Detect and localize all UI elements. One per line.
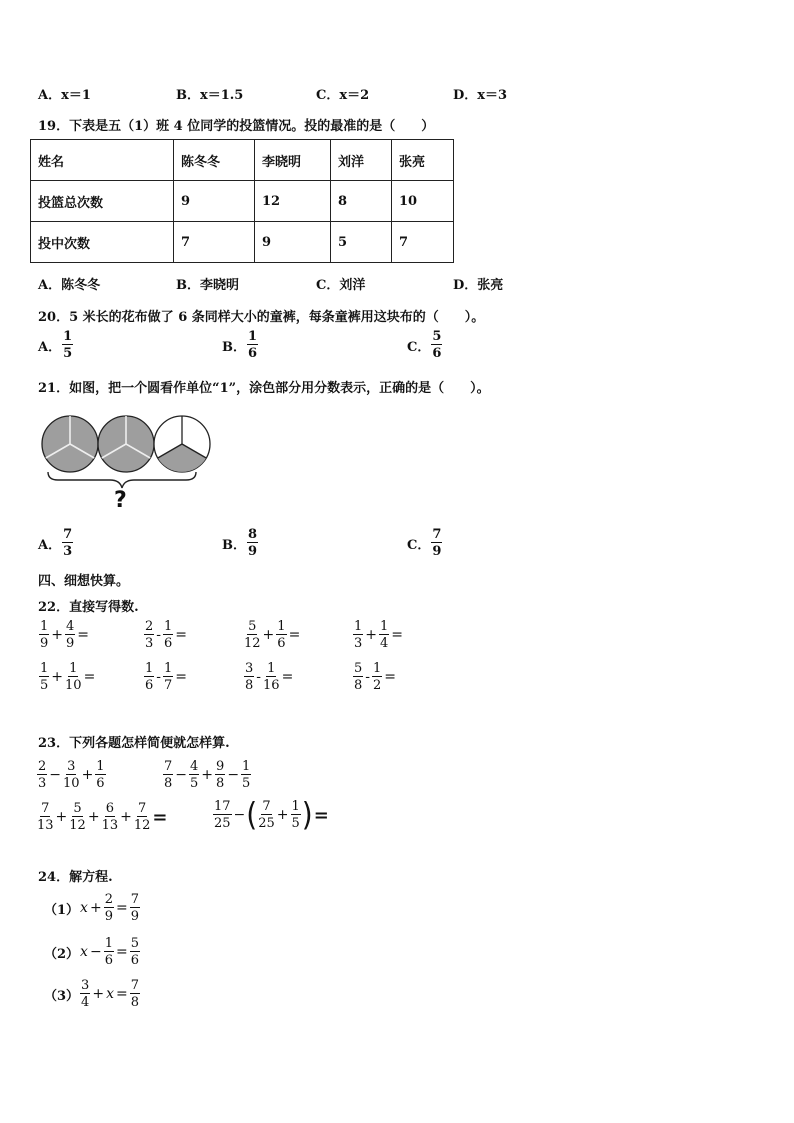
numerator: 2 bbox=[104, 892, 113, 907]
numerator: 9 bbox=[216, 759, 225, 774]
fraction bbox=[213, 800, 232, 830]
q19-table bbox=[30, 139, 454, 263]
denominator: 10 bbox=[65, 678, 82, 693]
fraction bbox=[353, 620, 363, 650]
denominator: 12 bbox=[244, 636, 261, 651]
fraction bbox=[62, 330, 73, 360]
table-cell: 投中次数 bbox=[31, 222, 174, 263]
denominator: 16 bbox=[263, 678, 280, 693]
fraction bbox=[37, 760, 47, 790]
denominator: 4 bbox=[81, 995, 90, 1010]
fraction bbox=[63, 760, 80, 790]
operator: - bbox=[156, 627, 162, 643]
denominator: 13 bbox=[37, 818, 54, 833]
open-paren: ( bbox=[246, 795, 258, 834]
option-letter: A． bbox=[38, 537, 62, 553]
fraction bbox=[431, 330, 442, 360]
table-cell: 12 bbox=[255, 181, 331, 222]
numerator: 1 bbox=[380, 619, 389, 634]
denominator: 9 bbox=[432, 544, 442, 559]
option-letter: A． bbox=[38, 339, 62, 355]
numerator: 7 bbox=[130, 978, 139, 993]
denominator: 3 bbox=[145, 636, 154, 651]
numerator: 1 bbox=[267, 661, 276, 676]
q19-option-b: B．李晓明 bbox=[176, 278, 239, 293]
fraction bbox=[62, 528, 73, 558]
q24-equation-2 bbox=[44, 937, 141, 967]
fraction bbox=[291, 800, 301, 830]
table-row bbox=[31, 181, 454, 222]
denominator: 7 bbox=[164, 678, 173, 693]
denominator: 9 bbox=[130, 909, 139, 924]
operator: + bbox=[55, 809, 68, 825]
numerator: 7 bbox=[432, 527, 442, 542]
q22-problem bbox=[243, 662, 294, 692]
fraction bbox=[37, 802, 54, 832]
operator: + bbox=[276, 807, 289, 823]
denominator: 9 bbox=[40, 636, 49, 651]
denominator: 8 bbox=[245, 678, 254, 693]
fraction bbox=[431, 528, 442, 558]
operator: + bbox=[81, 767, 94, 783]
equals-sign: = bbox=[115, 944, 128, 960]
denominator: 6 bbox=[248, 346, 258, 361]
section-heading: 四、细想快算。 bbox=[38, 574, 130, 589]
fraction bbox=[65, 620, 75, 650]
numerator: 7 bbox=[130, 892, 139, 907]
q22-problem bbox=[38, 620, 90, 650]
fraction bbox=[134, 802, 151, 832]
operator: + bbox=[120, 809, 132, 825]
equals-sign: = bbox=[115, 900, 128, 916]
fraction bbox=[244, 620, 261, 650]
table-cell: 投篮总次数 bbox=[31, 181, 174, 222]
q21-option-b bbox=[222, 528, 259, 558]
denominator: 5 bbox=[63, 346, 73, 361]
operator: − bbox=[227, 767, 240, 783]
option-letter: B． bbox=[222, 537, 246, 553]
numerator: 7 bbox=[137, 801, 147, 816]
operator: + bbox=[92, 986, 105, 1002]
circles-figure bbox=[38, 412, 218, 514]
table-cell: 陈冬冬 bbox=[174, 140, 255, 181]
denominator: 3 bbox=[63, 544, 73, 559]
table-cell: 刘洋 bbox=[331, 140, 392, 181]
fraction bbox=[163, 662, 173, 692]
option-letter: C． bbox=[407, 339, 431, 355]
denominator: 2 bbox=[373, 678, 382, 693]
denominator: 9 bbox=[248, 544, 258, 559]
denominator: 25 bbox=[214, 816, 231, 831]
q18-option-b: B．x＝1.5 bbox=[176, 88, 244, 103]
operator: = bbox=[175, 627, 188, 643]
fraction bbox=[163, 760, 173, 790]
denominator: 8 bbox=[216, 776, 225, 791]
fraction bbox=[39, 662, 49, 692]
q22-title: 22．直接写得数. bbox=[38, 600, 139, 615]
q23-expression-2 bbox=[162, 760, 252, 790]
denominator: 25 bbox=[258, 816, 275, 831]
denominator: 6 bbox=[145, 678, 154, 693]
operator: + bbox=[201, 767, 214, 783]
q18-option-a: A．x＝1 bbox=[38, 88, 91, 103]
q19-option-d: D．张亮 bbox=[453, 278, 504, 293]
denominator: 10 bbox=[63, 776, 80, 791]
equation-label: （2） bbox=[44, 946, 80, 962]
numerator: 1 bbox=[164, 619, 173, 634]
denominator: 8 bbox=[354, 678, 363, 693]
table-cell: 7 bbox=[174, 222, 255, 263]
fraction bbox=[130, 979, 140, 1009]
numerator: 7 bbox=[63, 527, 73, 542]
fraction bbox=[244, 662, 254, 692]
circle-full-1 bbox=[42, 416, 98, 472]
fraction bbox=[241, 760, 251, 790]
circle-partial bbox=[154, 416, 210, 472]
table-cell: 姓名 bbox=[31, 140, 174, 181]
table-cell: 张亮 bbox=[392, 140, 454, 181]
table-cell: 5 bbox=[331, 222, 392, 263]
variable: x bbox=[106, 986, 114, 1002]
q22-problem bbox=[38, 662, 96, 692]
variable: x bbox=[80, 944, 88, 960]
denominator: 6 bbox=[96, 776, 105, 791]
numerator: 7 bbox=[41, 801, 50, 816]
numerator: 1 bbox=[248, 329, 258, 344]
fraction bbox=[39, 620, 49, 650]
fraction bbox=[258, 800, 275, 830]
fraction bbox=[247, 330, 258, 360]
denominator: 8 bbox=[164, 776, 173, 791]
q20-option-c bbox=[407, 330, 443, 360]
denominator: 5 bbox=[242, 776, 251, 791]
numerator: 2 bbox=[145, 619, 154, 634]
fraction bbox=[263, 662, 280, 692]
fraction bbox=[276, 620, 286, 650]
denominator: 8 bbox=[130, 995, 139, 1010]
operator: = bbox=[281, 669, 294, 685]
q22-problem bbox=[143, 620, 188, 650]
numerator: 1 bbox=[63, 329, 73, 344]
denominator: 3 bbox=[354, 636, 363, 651]
denominator: 13 bbox=[101, 818, 119, 833]
table-header-row bbox=[31, 140, 454, 181]
numerator: 5 bbox=[248, 619, 257, 634]
denominator: 9 bbox=[104, 909, 113, 924]
operator: - bbox=[256, 669, 262, 685]
operator: − bbox=[49, 767, 62, 783]
operator: = bbox=[152, 806, 168, 828]
q20-title: 20．5 米长的花布做了 6 条同样大小的童裤，每条童裤用这块布的（ ）。 bbox=[38, 310, 485, 325]
operator: = bbox=[83, 669, 96, 685]
numerator: 1 bbox=[96, 759, 105, 774]
fraction bbox=[372, 662, 382, 692]
numerator: 3 bbox=[245, 661, 254, 676]
numerator: 4 bbox=[190, 759, 199, 774]
numerator: 5 bbox=[432, 329, 442, 344]
q24-title: 24．解方程. bbox=[38, 870, 113, 885]
option-letter: C． bbox=[407, 537, 431, 553]
operator: - bbox=[365, 669, 371, 685]
q20-option-a bbox=[38, 330, 74, 360]
fraction bbox=[95, 760, 105, 790]
operator: + bbox=[262, 627, 275, 643]
numerator: 1 bbox=[40, 661, 49, 676]
q24-equation-3 bbox=[44, 979, 141, 1009]
close-paren: ) bbox=[301, 795, 313, 834]
option-letter: B． bbox=[222, 339, 246, 355]
numerator: 1 bbox=[373, 661, 382, 676]
table-cell: 9 bbox=[255, 222, 331, 263]
q23-expression-4 bbox=[212, 795, 330, 834]
operator: = bbox=[77, 627, 90, 643]
denominator: 4 bbox=[380, 636, 389, 651]
numerator: 1 bbox=[69, 661, 78, 676]
denominator: 5 bbox=[40, 678, 49, 693]
fraction bbox=[130, 893, 140, 923]
operator: + bbox=[89, 900, 102, 916]
table-row bbox=[31, 222, 454, 263]
q23-title: 23．下列各题怎样简便就怎样算. bbox=[38, 736, 230, 751]
denominator: 5 bbox=[190, 776, 199, 791]
q23-expression-3 bbox=[36, 802, 168, 832]
numerator: 1 bbox=[145, 661, 154, 676]
fraction bbox=[247, 528, 258, 558]
equation-label: （3） bbox=[44, 988, 80, 1004]
operator: − bbox=[89, 944, 102, 960]
equation-label: （1） bbox=[44, 902, 80, 918]
q20-option-b bbox=[222, 330, 259, 360]
q21-title: 21．如图，把一个圆看作单位“1”，涂色部分用分数表示，正确的是（ ）。 bbox=[38, 381, 490, 396]
denominator: 6 bbox=[130, 953, 139, 968]
numerator: 5 bbox=[130, 936, 139, 951]
fraction bbox=[130, 937, 140, 967]
numerator: 2 bbox=[38, 759, 47, 774]
table-cell: 10 bbox=[392, 181, 454, 222]
table-cell: 9 bbox=[174, 181, 255, 222]
denominator: 5 bbox=[291, 816, 300, 831]
numerator: 8 bbox=[248, 527, 258, 542]
numerator: 6 bbox=[105, 801, 114, 816]
q22-problem bbox=[143, 662, 188, 692]
operator: + bbox=[51, 669, 64, 685]
numerator: 4 bbox=[66, 619, 75, 634]
variable: x bbox=[80, 900, 88, 916]
question-mark: ? bbox=[114, 488, 127, 513]
operator: = bbox=[288, 627, 301, 643]
table-cell: 李晓明 bbox=[255, 140, 331, 181]
fraction bbox=[104, 893, 114, 923]
numerator: 5 bbox=[73, 801, 82, 816]
numerator: 3 bbox=[67, 759, 76, 774]
fraction bbox=[65, 662, 82, 692]
fraction bbox=[102, 802, 119, 832]
denominator: 12 bbox=[133, 818, 151, 833]
fraction bbox=[163, 620, 173, 650]
numerator: 7 bbox=[164, 759, 173, 774]
numerator: 1 bbox=[291, 799, 300, 814]
fraction bbox=[144, 662, 154, 692]
q19-option-a: A．陈冬冬 bbox=[38, 278, 101, 293]
circle-full-2 bbox=[98, 416, 154, 472]
fraction bbox=[215, 760, 225, 790]
table-cell: 8 bbox=[331, 181, 392, 222]
q21-option-a bbox=[38, 528, 74, 558]
q22-problem bbox=[352, 662, 397, 692]
q18-option-c: C．x＝2 bbox=[316, 88, 370, 103]
fraction bbox=[189, 760, 199, 790]
denominator: 12 bbox=[69, 818, 86, 833]
table-cell: 7 bbox=[392, 222, 454, 263]
denominator: 3 bbox=[38, 776, 47, 791]
operator: + bbox=[87, 809, 100, 825]
fraction bbox=[353, 662, 363, 692]
q19-option-c: C．刘洋 bbox=[316, 278, 366, 293]
operator: + bbox=[51, 627, 64, 643]
numerator: 3 bbox=[81, 978, 90, 993]
operator: − bbox=[233, 807, 246, 823]
operator: = bbox=[384, 669, 397, 685]
fraction bbox=[144, 620, 154, 650]
fraction bbox=[69, 802, 86, 832]
denominator: 9 bbox=[66, 636, 75, 651]
fraction bbox=[379, 620, 389, 650]
numerator: 5 bbox=[354, 661, 363, 676]
numerator: 1 bbox=[40, 619, 49, 634]
denominator: 6 bbox=[104, 953, 113, 968]
equals-sign: = bbox=[313, 804, 329, 826]
numerator: 1 bbox=[354, 619, 363, 634]
q24-equation-1 bbox=[44, 893, 141, 923]
denominator: 6 bbox=[277, 636, 286, 651]
operator: = bbox=[391, 627, 404, 643]
fraction bbox=[104, 937, 114, 967]
q23-expression-1 bbox=[36, 760, 107, 790]
brace bbox=[48, 472, 196, 488]
denominator: 6 bbox=[432, 346, 442, 361]
numerator: 1 bbox=[104, 936, 113, 951]
q21-option-c bbox=[407, 528, 443, 558]
operator: = bbox=[175, 669, 188, 685]
numerator: 7 bbox=[262, 799, 271, 814]
numerator: 1 bbox=[164, 661, 173, 676]
operator: + bbox=[365, 627, 378, 643]
denominator: 6 bbox=[164, 636, 173, 651]
numerator: 1 bbox=[242, 759, 251, 774]
numerator: 17 bbox=[214, 799, 231, 814]
q22-problem bbox=[352, 620, 404, 650]
operator: - bbox=[156, 669, 162, 685]
equals-sign: = bbox=[115, 986, 128, 1002]
q19-title: 19．下表是五（1）班 4 位同学的投篮情况。投的最准的是（ ） bbox=[38, 119, 435, 134]
numerator: 1 bbox=[277, 619, 286, 634]
operator: − bbox=[175, 767, 188, 783]
q18-option-d: D．x＝3 bbox=[453, 88, 508, 103]
fraction bbox=[80, 979, 90, 1009]
q22-problem bbox=[243, 620, 301, 650]
